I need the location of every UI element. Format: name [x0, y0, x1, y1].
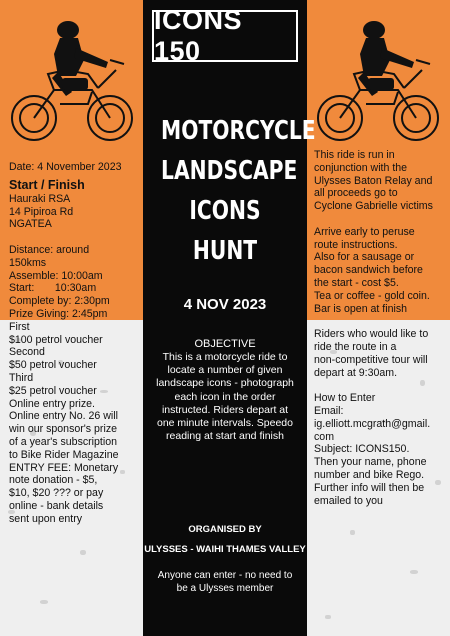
- prize-line: win our sponsor's prize: [9, 423, 118, 436]
- prize-line: of a year's subscription: [9, 435, 118, 448]
- info-line: Riders who would like to: [314, 328, 429, 341]
- page-title: ICONS 150: [154, 5, 243, 66]
- info-line: ride the route in a: [314, 340, 397, 353]
- entry-fee-line: ENTRY FEE: Monetary: [9, 461, 119, 474]
- prize-line: Second: [9, 346, 45, 359]
- info-line: depart at 9:30am.: [314, 366, 398, 379]
- prize-line: Online entry No. 26 will: [9, 410, 118, 423]
- complete-time: Complete by: 2:30pm: [9, 295, 110, 308]
- info-line: Ulysses Baton Relay and: [314, 174, 433, 187]
- right-info-column: [314, 149, 448, 507]
- info-line: route instructions.: [314, 238, 398, 251]
- title-box: [152, 5, 298, 66]
- objective-text: This is a motorcycle ride to locate a number of given landscape icons - photograph each icon in the order instructed. Riders depart at one minute intervals. Speedo reading at start and finish: [156, 351, 294, 443]
- prize-line: $25 petrol voucher: [9, 384, 97, 397]
- info-line: Subject: ICONS150.: [314, 443, 410, 456]
- info-line: number and bike Rego.: [314, 468, 425, 481]
- entry-fee-line: note donation - $5,: [9, 474, 98, 487]
- address-line: Hauraki RSA: [9, 192, 71, 205]
- info-line: This ride is run in: [314, 149, 395, 161]
- email-address-cont[interactable]: com: [314, 430, 335, 443]
- prize-line: First: [9, 320, 30, 333]
- organiser-name: ULYSSES - WAIHI THAMES VALLEY: [144, 544, 306, 555]
- info-line: bacon sandwich before: [314, 264, 423, 277]
- prize-line: Third: [9, 371, 34, 384]
- info-line: Cyclone Gabrielle victims: [314, 200, 433, 213]
- headline-line-1: MOTORCYCLE: [161, 116, 316, 146]
- how-to-enter-heading: How to Enter: [314, 392, 376, 405]
- objective-heading: OBJECTIVE: [194, 338, 256, 350]
- motorcycle-rider-illustration-right: [312, 14, 446, 152]
- headline-line-4: HUNT: [192, 236, 258, 266]
- entry-fee-line: online - bank details: [9, 499, 104, 512]
- event-date-line: Date: 4 November 2023: [9, 161, 122, 173]
- organised-by-label: ORGANISED BY: [188, 524, 262, 535]
- info-line: Further info will then be: [314, 481, 425, 494]
- prize-line: $100 petrol voucher: [9, 333, 103, 346]
- info-line: non-competitive tour will: [314, 353, 428, 366]
- event-date: 4 NOV 2023: [183, 296, 267, 313]
- start-time: Start: 10:30am: [9, 282, 97, 295]
- info-line: Bar is open at finish: [314, 302, 408, 315]
- info-line: Tea or coffee - gold coin.: [314, 289, 430, 302]
- info-line: emailed to you: [314, 494, 383, 507]
- address-line: NGATEA: [9, 218, 52, 231]
- entry-fee-line: $10, $20 ??? or pay: [9, 487, 104, 500]
- headline-line-3: ICONS: [189, 196, 261, 226]
- anyone-can-enter: Anyone can enter - no need to be a Ulysses member: [157, 570, 293, 594]
- prize-line: Online entry prize.: [9, 397, 95, 410]
- info-line: conjunction with the: [314, 161, 408, 174]
- info-line: Arrive early to peruse: [314, 225, 415, 238]
- distance-line: Distance: around: [9, 243, 90, 256]
- prize-line: to Bike Rider Magazine: [9, 448, 119, 461]
- prize-line: $50 petrol voucher: [9, 359, 97, 372]
- email-address[interactable]: ig.elliott.mcgrath@gmail.: [314, 417, 431, 430]
- address-line: 14 Pipiroa Rd: [9, 205, 74, 218]
- info-line: the start - cost $5.: [314, 276, 399, 289]
- headline-line-2: LANDSCAPE: [161, 156, 298, 186]
- email-label: Email:: [314, 404, 344, 417]
- left-info-column: [9, 161, 141, 526]
- motorcycle-rider-illustration-left: [6, 14, 140, 152]
- info-line: all proceeds go to: [314, 187, 398, 200]
- start-finish-heading: Start / Finish: [9, 177, 85, 192]
- prize-line: Prize Giving: 2:45pm: [9, 307, 108, 320]
- distance-line: 150kms: [9, 256, 47, 269]
- entry-fee-line: sent upon entry: [9, 512, 83, 525]
- info-line: Then your name, phone: [314, 456, 427, 469]
- center-black-panel: [143, 0, 316, 636]
- assemble-time: Assemble: 10:00am: [9, 269, 103, 282]
- info-line: Also for a sausage or: [314, 251, 415, 264]
